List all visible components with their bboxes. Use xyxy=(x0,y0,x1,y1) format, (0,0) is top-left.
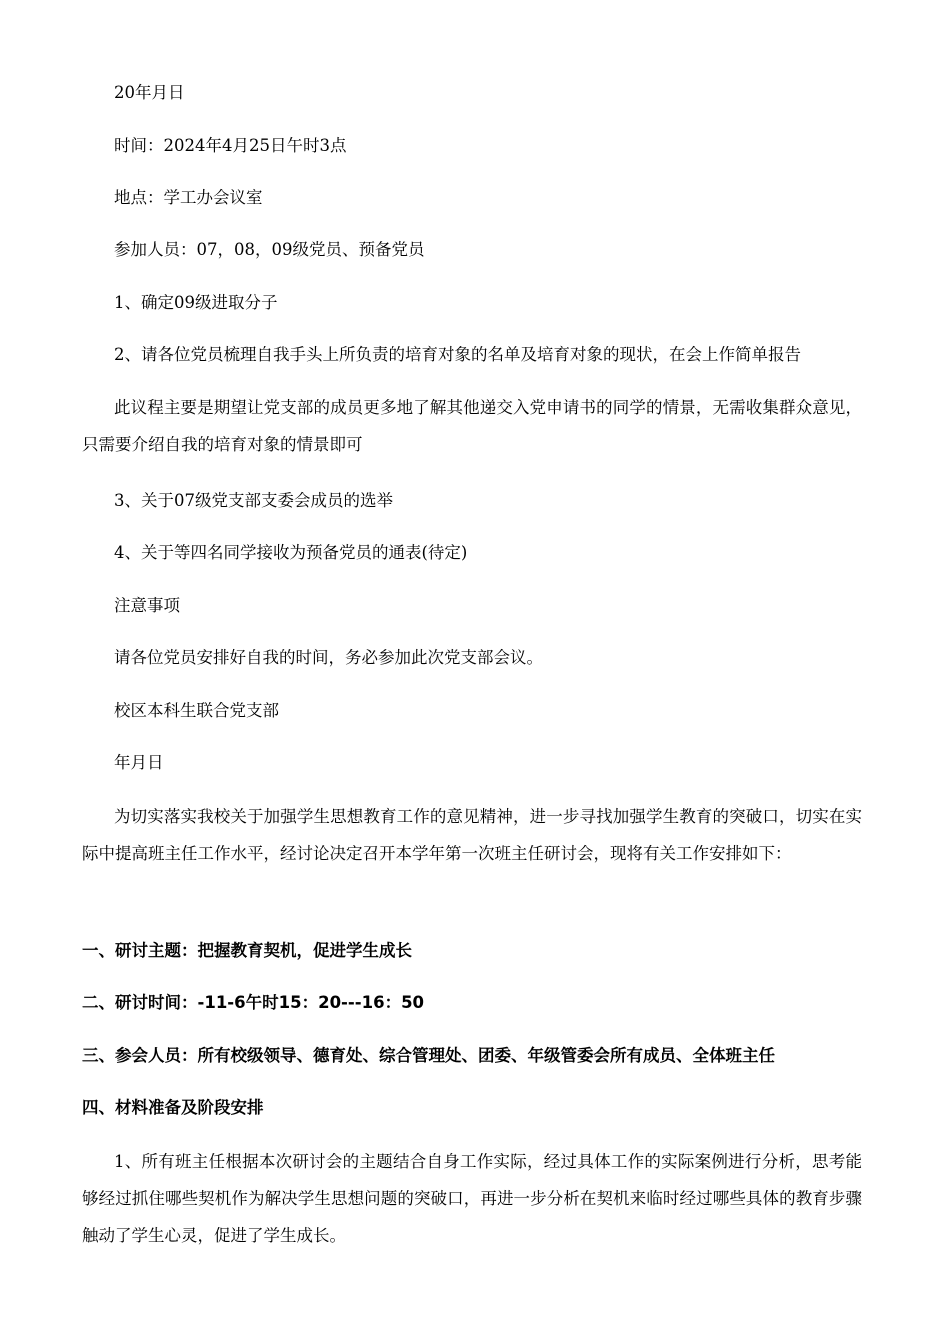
notes-heading: 注意事项 xyxy=(114,596,180,615)
agenda-item-4: 4、关于等四名同学接收为预备党员的通表(待定) xyxy=(114,543,468,562)
section-3-heading: 三、参会人员：所有校级领导、德育处、综合管理处、团委、年级管委会所有成员、全体班主任 xyxy=(82,1046,775,1065)
section-4-item-1: 1、所有班主任根据本次研讨会的主题结合自身工作实际，经过具体工作的实际案例进行分析，思考能够经过抓住哪些契机作为解决学生思想问题的突破口，再进一步分析在契机来临时经过哪些具体的教育步骤触动了学生心灵，促进了学生成长。 xyxy=(82,1152,862,1245)
time-line: 时间：2024年4月25日午时3点 xyxy=(114,136,347,155)
agenda-item-3: 3、关于07级党支部支委会成员的选举 xyxy=(114,491,393,510)
attendees-line: 参加人员：07，08，09级党员、预备党员 xyxy=(114,240,425,259)
agenda-item-2: 2、请各位党员梳理自我手头上所负责的培育对象的名单及培育对象的现状，在会上作简单报告 xyxy=(114,345,801,364)
section-4-heading: 四、材料准备及阶段安排 xyxy=(82,1098,264,1117)
org-date: 年月日 xyxy=(114,753,164,772)
section-2-heading: 二、研讨时间：-11-6午时15：20---16：50 xyxy=(82,993,425,1012)
notes-body: 请各位党员安排好自我的时间，务必参加此次党支部会议。 xyxy=(114,648,543,667)
agenda-item-2-note: 此议程主要是期望让党支部的成员更多地了解其他递交入党申请书的同学的情景，无需收集群众意见，只需要介绍自我的培育对象的情景即可 xyxy=(82,398,862,454)
date-line: 20年月日 xyxy=(114,83,185,102)
place-line: 地点：学工办会议室 xyxy=(114,188,263,207)
agenda-item-1: 1、确定09级进取分子 xyxy=(114,293,278,312)
section-1-heading: 一、研讨主题：把握教育契机，促进学生成长 xyxy=(82,941,412,960)
intro-paragraph: 为切实落实我校关于加强学生思想教育工作的意见精神，进一步寻找加强学生教育的突破口，切实在实际中提高班主任工作水平，经讨论决定召开本学年第一次班主任研讨会，现将有关工作安排如下： xyxy=(82,807,862,863)
org-name: 校区本科生联合党支部 xyxy=(114,701,279,720)
